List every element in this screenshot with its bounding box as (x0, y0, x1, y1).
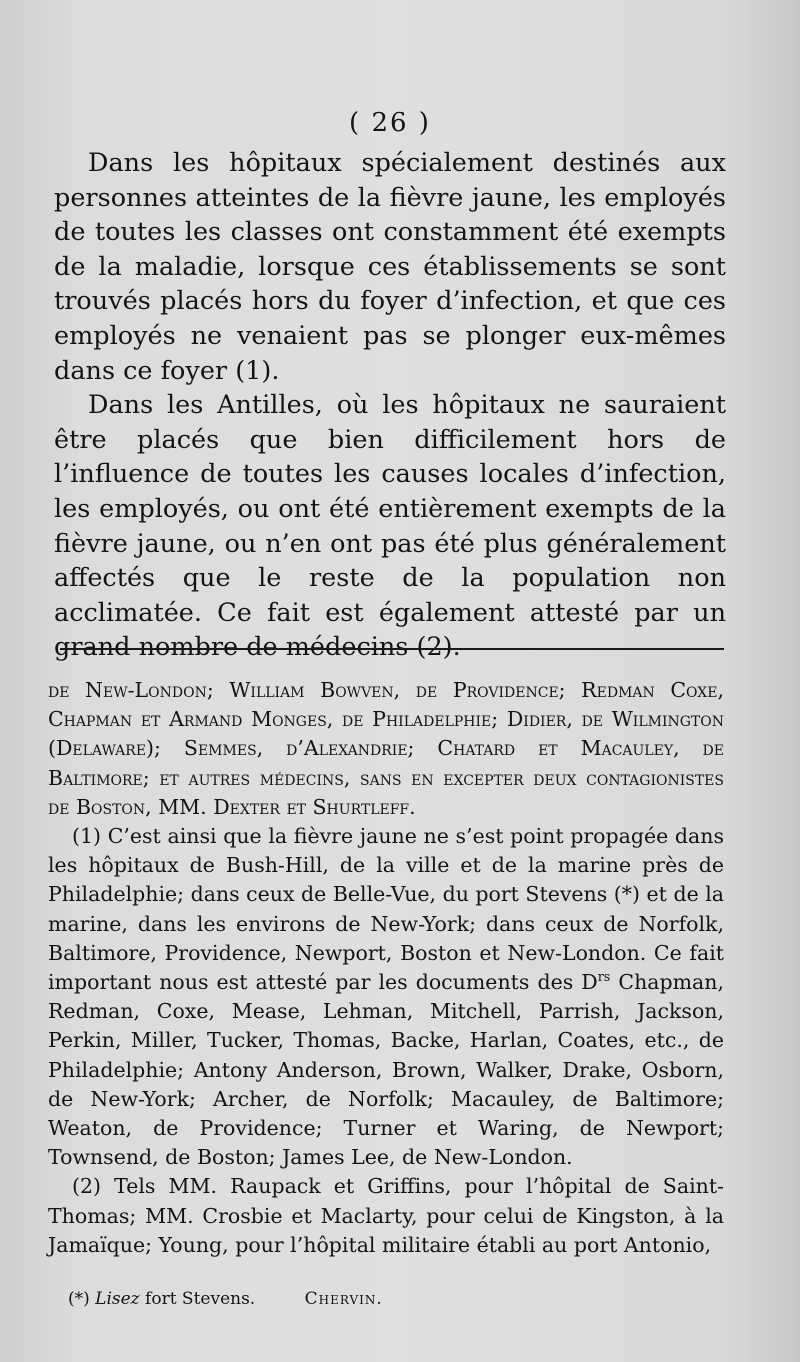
erratum-text: fort Stevens. (145, 1289, 256, 1309)
erratum-italic: Lisez (95, 1289, 140, 1309)
footnote-1-text-b: Chapman, Redman, Coxe, Mease, Lehman, Mitchell, Parrish, Jackson, Perkin, Miller, Tucker, Thomas, Backe, Harlan, Coates, etc., de Philadelphie; Antony Anderson, Brown, Walker, Drake, Osborn, de New-York; Archer, de Norfolk; Macauley, de Baltimore; Weaton, de Providence; Turner et Waring, de Newport; Townsend, de Boston; James Lee, de New-London. (48, 970, 724, 1170)
main-paragraph-2: Dans les Antilles, où les hôpitaux ne sauraient être placés que bien difficilement hors de l’influence de toutes les causes locales d’infection, les employés, ou ont été entièrement exempts de la fièvre jaune, ou n’en ont pas été plus généralement affectés que le reste de la population non acclimatée. Ce fait est également attesté par un grand nombre de médecins (2). (54, 390, 726, 663)
main-paragraph-1: Dans les hôpitaux spécialement destinés aux personnes atteintes de la fièvre jaune, les employés de toutes les classes ont constamment été exempts de la maladie, lorsque ces établissements se sont trouvés placés hors du foyer d’infection, et que ces employés ne venaient pas se plonger eux-mêmes dans ce foyer (1). (54, 148, 726, 386)
erratum-mark: (*) (68, 1289, 90, 1309)
footnote-1 (48, 822, 724, 1172)
footnote-1-text-a: (1) C’est ainsi que la fièvre jaune ne s’est point propagée dans les hôpitaux de Bush-Hill, de la ville et de la marine près de Philadelphie; dans ceux de Belle-Vue, du port Stevens (*) et de la marine, dans les environs de New-York; dans ceux de Norfolk, Baltimore, Providence, Newport, Boston et New-London. Ce fait important nous est attesté par les documents des D (48, 824, 724, 995)
page-footer (68, 1288, 668, 1310)
printer-signature: Chervin. (304, 1289, 383, 1309)
footnote-separator-rule (60, 648, 724, 650)
footnote-continuation: de New-London; William Bowven, de Providence; Redman Coxe, Chapman et Armand Monges, de Philadelphie; Didier, de Wilmington (Delaware); Semmes, d’Alexandrie; Chatard et Macauley, de Baltimore; et autres médecins, sans en excepter deux contagionistes de Boston, MM. Dexter et Shurtleff. (48, 678, 724, 819)
footnote-2: (2) Tels MM. Raupack et Griffins, pour l’hôpital de Saint-Thomas; MM. Crosbie et Maclarty, pour celui de Kingston, à la Jamaïque; Young, pour l’hôpital militaire établi au port Antonio, (48, 1174, 724, 1257)
footnote-1-superscript: rs (597, 969, 611, 985)
page-number: ( 26 ) (349, 108, 431, 138)
main-text (54, 146, 726, 665)
footnotes (48, 676, 724, 1260)
